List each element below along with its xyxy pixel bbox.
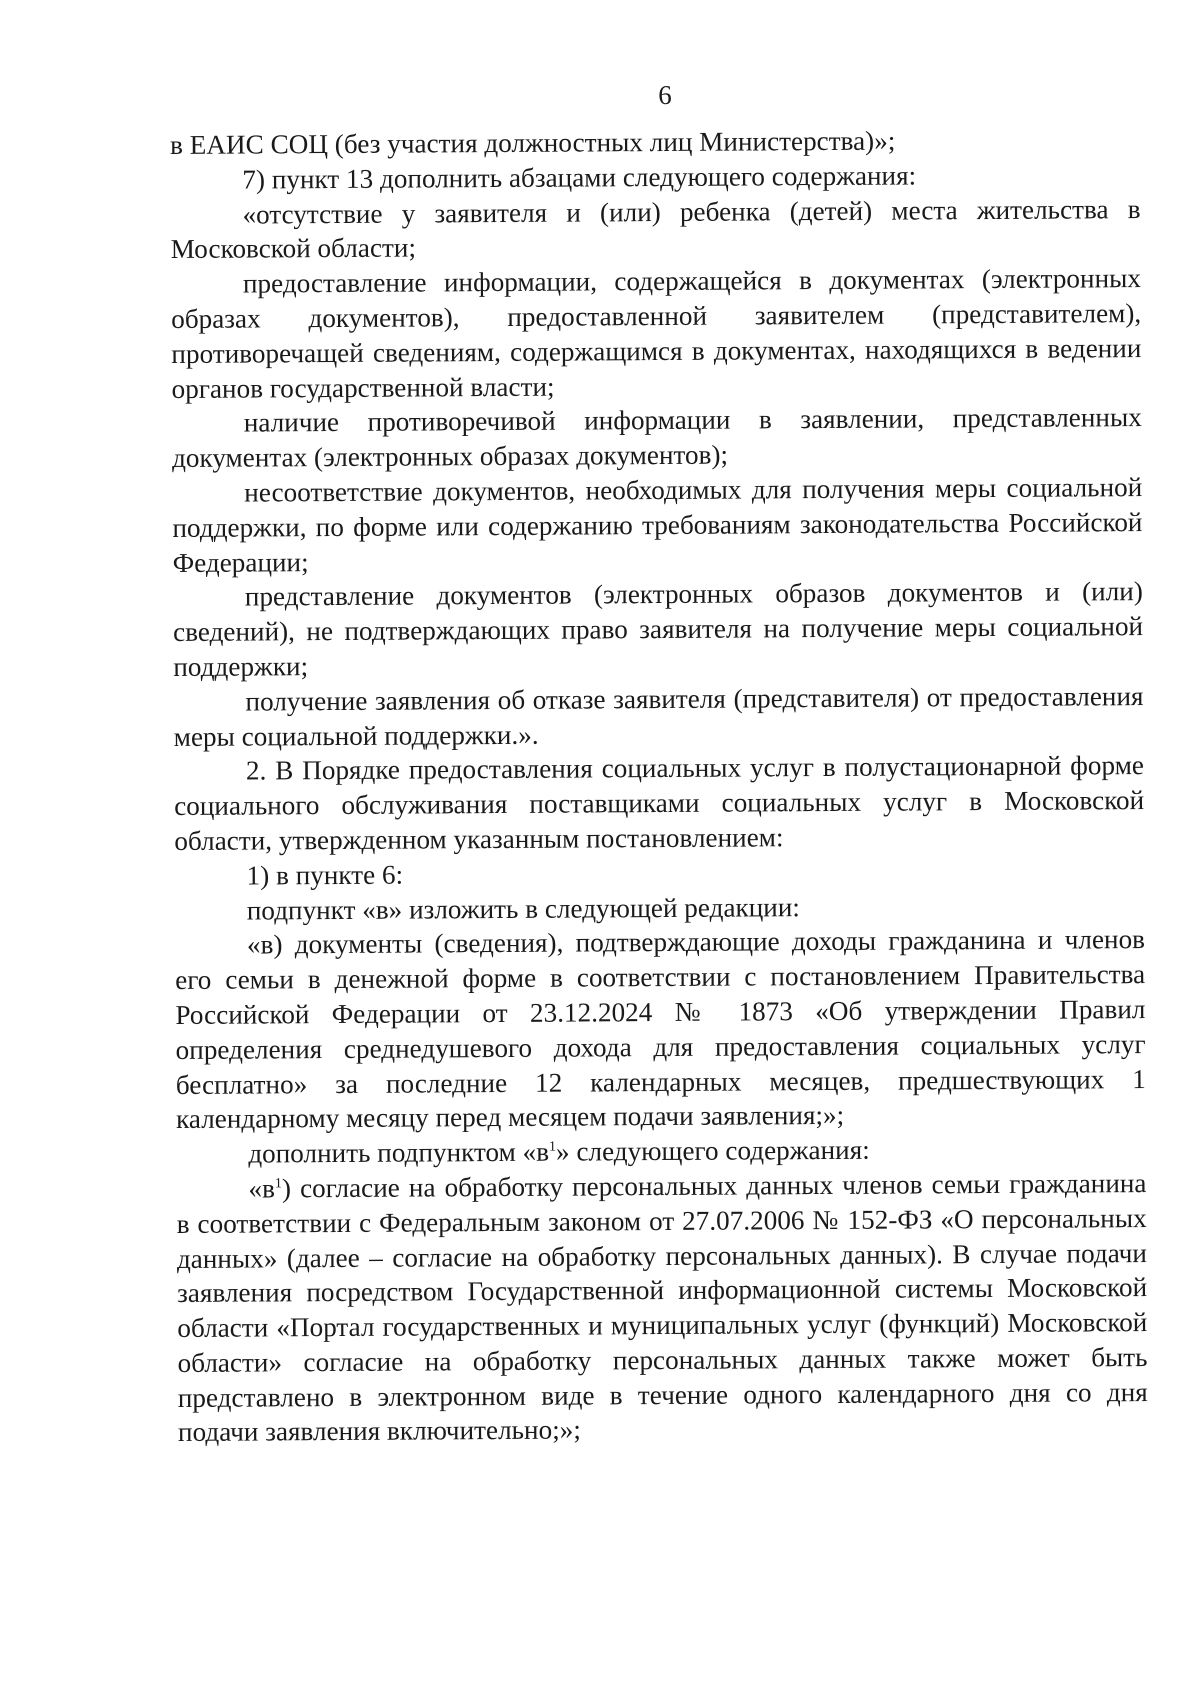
paragraph xyxy=(176,1131,1146,1172)
superscript: 1 xyxy=(548,1139,557,1155)
paragraph: в ЕАИС СОЦ (без участия должностных лиц Министерства)»; xyxy=(170,125,896,160)
page-number: 6 xyxy=(658,80,672,110)
paragraph-text: дополнить подпунктом «в xyxy=(248,1136,550,1169)
paragraph xyxy=(176,1166,1148,1450)
paragraph-text: ) согласие на обработку персональных данных членов семьи гражданина в соответствии с Федеральным законом от 27.07.2006 № 152-ФЗ «О персональных данных» (далее – согласие на обработку персональных данных). В случае подачи заявления посредством Государственной информационной системы Московской области «Портал государственных и муниципальных услуг (функций) Московской области» согласие на обработку персональных данных также может быть представлено в электронном виде в течение одного календарного дня со дня подачи заявления включительно;»; xyxy=(176,1167,1148,1448)
paragraph: предоставление информации, содержащейся в документах (электронных образах документов), предоставленной заявителем (представителем), противоречащей сведениям, содержащимся в документах, находящихся в ведении органов государственной власти; xyxy=(171,263,1142,404)
paragraph-text: » следующего содержания: xyxy=(555,1134,870,1167)
paragraph: «в) документы (сведения), подтверждающие доходы гражданина и членов его семьи в денежной форме в соответствии с постановлением Правительства Российской Федерации от 23.12.2024 № 1873 «Об утверждении Правил определения среднедушевого дохода для предоставления социальных услуг бесплатно» за последние 12 календарных месяцев, предшествующих 1 календарному месяцу перед месяцем подачи заявления;»; xyxy=(175,924,1146,1135)
document-body xyxy=(170,122,1148,1450)
paragraph: наличие противоречивой информации в заявлении, представленных документах (электронных образах документов); xyxy=(171,402,1142,474)
paragraph: представление документов (электронных образов документов и (или) сведений), не подтверждающих право заявителя на получение меры социальной поддержки; xyxy=(172,576,1144,682)
paragraph: получение заявления об отказе заявителя (представителя) от предоставления меры социальной поддержки.». xyxy=(173,680,1144,752)
paragraph: подпункт «в» изложить в следующей редакции: xyxy=(246,891,800,926)
paragraph: 1) в пункте 6: xyxy=(246,859,404,891)
paragraph-text: «в xyxy=(248,1173,276,1204)
paragraph: несоответствие документов, необходимых для получения меры социальной поддержки, по форме или содержанию требованиям законодательства Российской Федерации; xyxy=(172,472,1143,578)
paragraph: «отсутствие у заявителя и (или) ребенка (детей) места жительства в Московской области; xyxy=(170,193,1141,265)
superscript: 1 xyxy=(274,1176,282,1192)
paragraph: 2. В Порядке предоставления социальных услуг в полустационарной форме социального обслуживания поставщиками социальных услуг в Московской области, утвержденном указанным постановлением: xyxy=(174,750,1145,856)
paragraph: 7) пункт 13 дополнить абзацами следующего содержания: xyxy=(242,160,917,195)
